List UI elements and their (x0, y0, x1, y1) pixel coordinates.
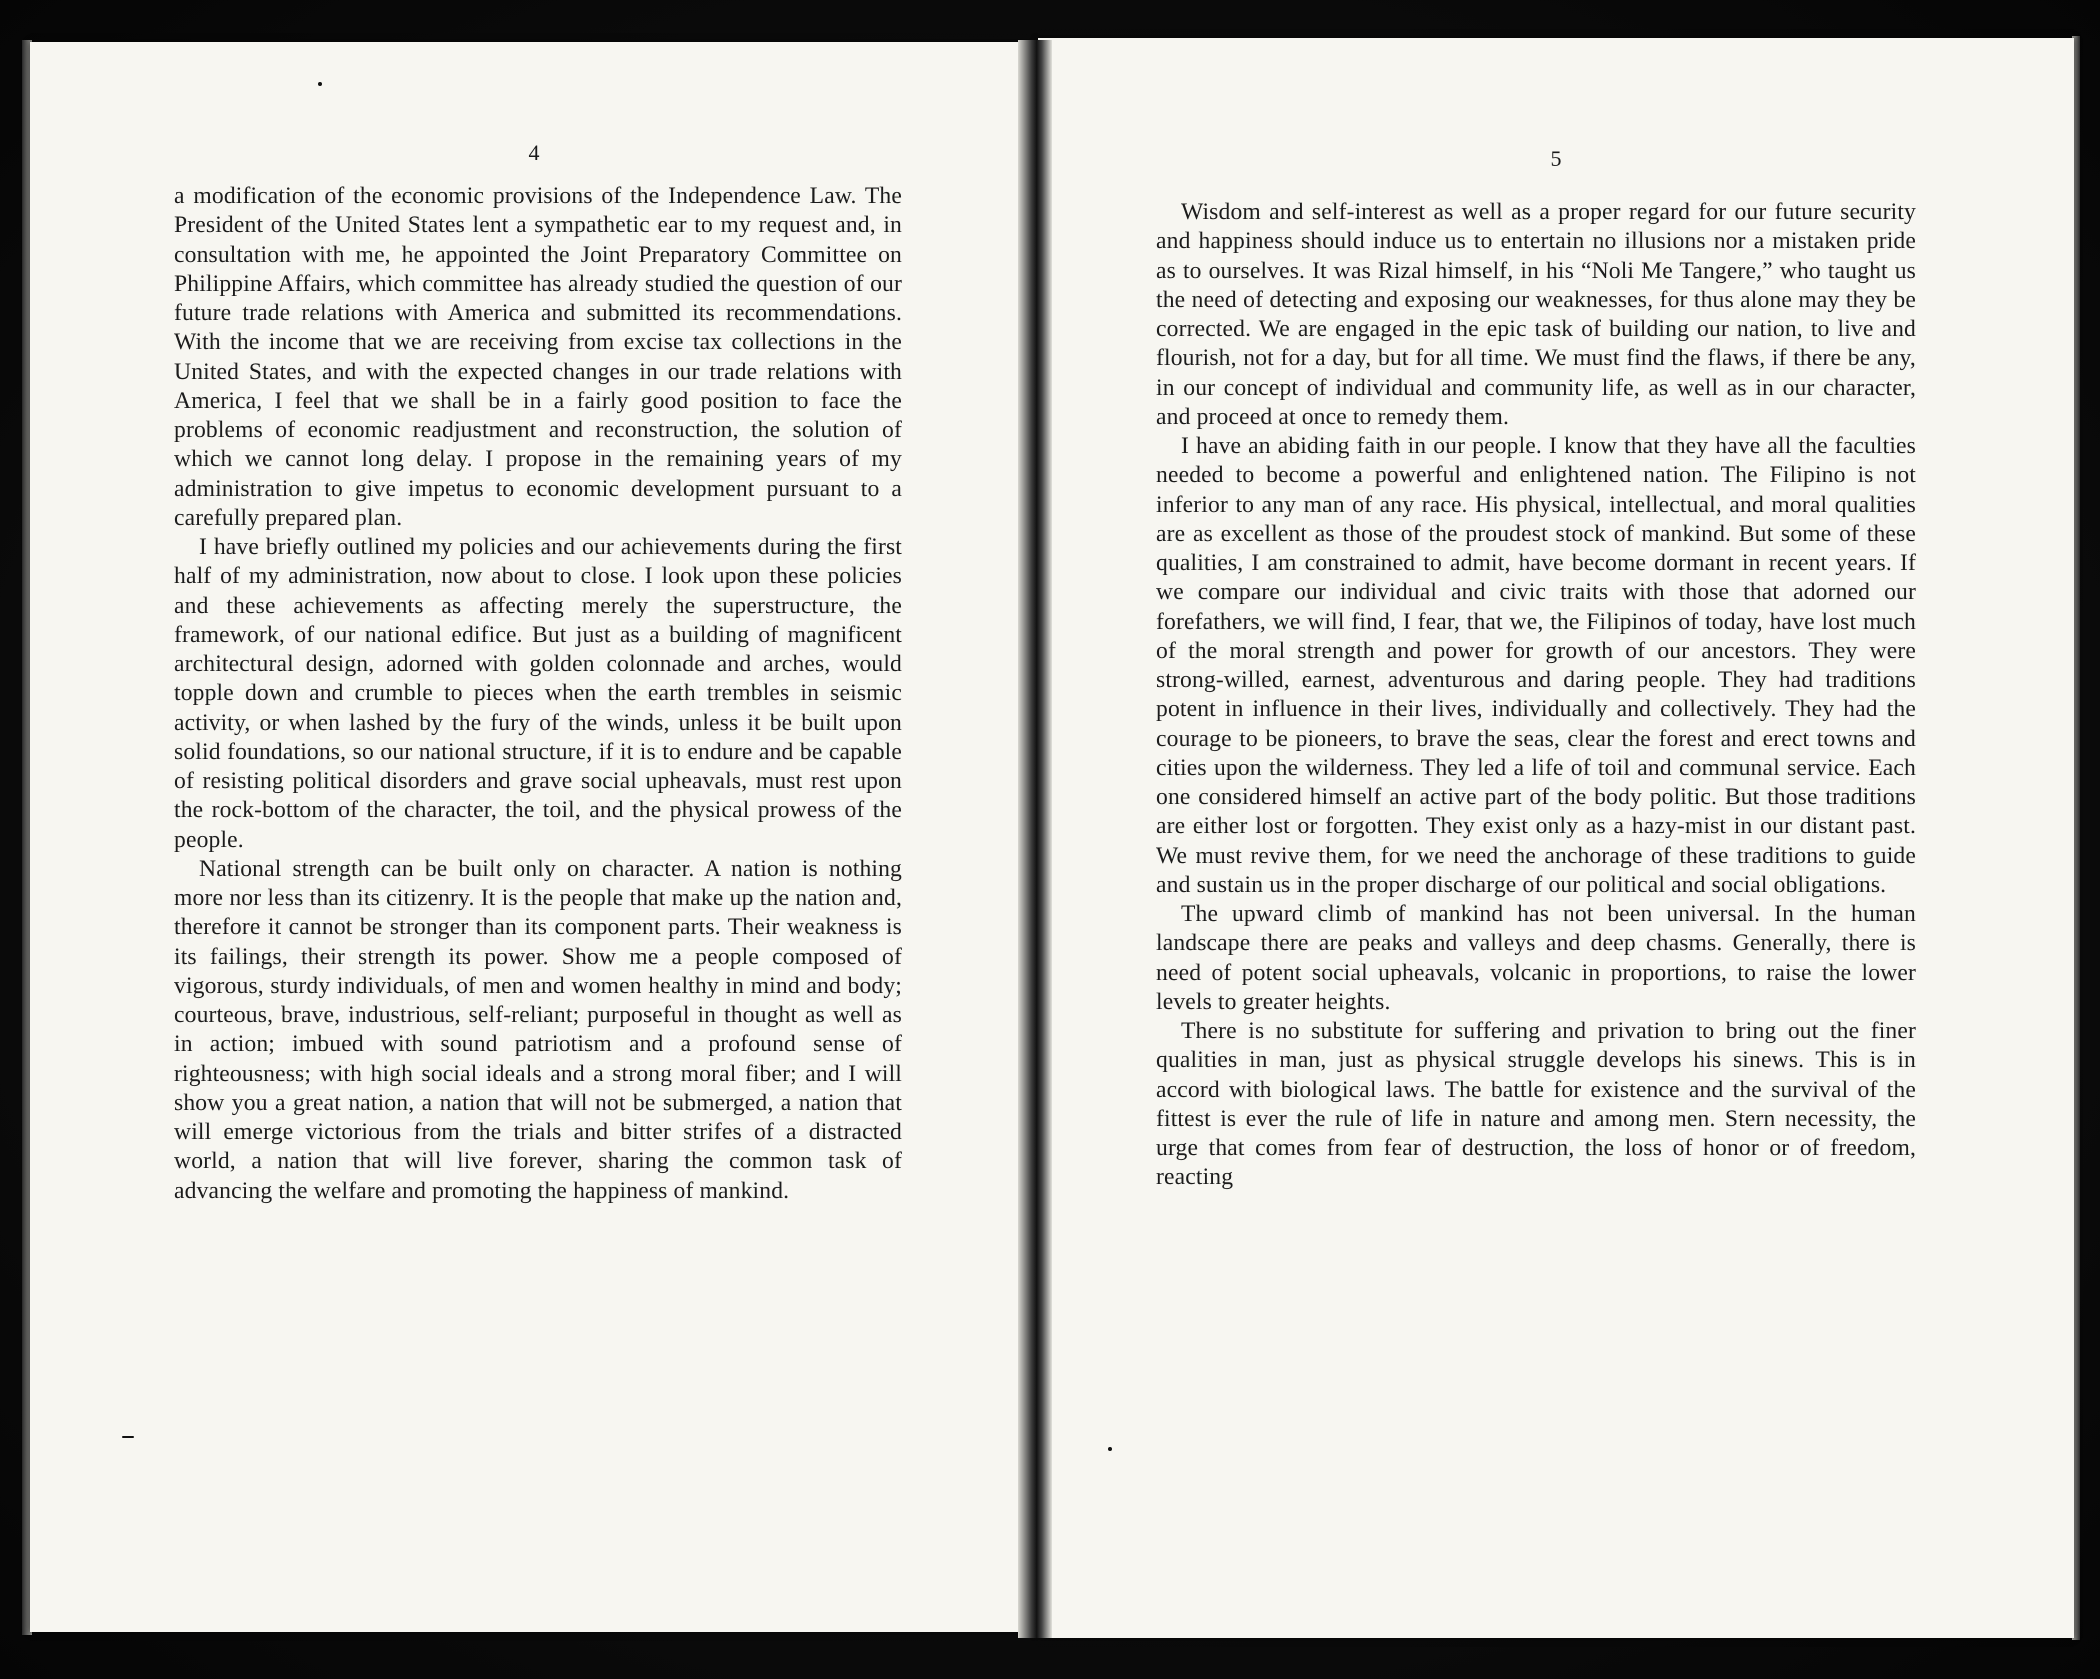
page-body (174, 182, 902, 1206)
paragraph: I have an abiding faith in our people. I know that they have all the faculties needed to become a powerful and enlightened nation. The Filipino is not inferior to any man of any race. His physical, intellectual, and moral qualities are as excellent as those of the proudest stock of mankind. But some of these qualities, I am constrained to admit, have become dormant in recent years. If we compare our individual and civic traits with those that adorned our forefathers, we will find, I fear, that we, the Filipinos of today, have lost much of the moral strength and power for growth of our ancestors. They were strong-willed, earnest, adventurous and daring people. They had traditions potent in influence in their lives, individually and collectively. They had the courage to be pioneers, to brave the seas, clear the forest and erect towns and cities upon the wilderness. They led a life of toil and communal service. Each one considered himself an active part of the body politic. But those traditions are either lost or forgotten. They exist only as a hazy-mist in our distant past. We must revive them, for we need the anchorage of these traditions to guide and sustain us in the proper discharge of our political and social obligations. (1156, 433, 1916, 898)
paragraph: National strength can be built only on character. A nation is nothing more nor less than its citizenry. It is the people that make up the nation and, therefore it cannot be stronger than its component parts. Their weakness is its failings, their strength its power. Show me a people composed of vigorous, sturdy individuals, of men and women healthy in mind and body; courteous, brave, industrious, self-reliant; purposeful in thought as well as in action; imbued with sound patriotism and a profound sense of righteousness; with high social ideals and a strong moral fiber; and I will show you a great nation, a nation that will not be submerged, a nation that will emerge victorious from the trials and bitter strifes of a distracted world, a nation that will live forever, sharing the common task of advancing the welfare and promoting the happiness of mankind. (174, 855, 902, 1204)
ink-speck (318, 82, 322, 86)
page-number: 5 (1550, 146, 1562, 171)
ink-speck (1108, 1447, 1112, 1451)
paragraph: a modification of the economic provisions of the Independence Law. The President of the United States lent a sympathetic ear to my request and, in consultation with me, he appointed the Joint Preparatory Committee on Philippine Affairs, which committee has already studied the question of our future trade relations with America and submitted its recommendations. With the income that we are receiving from excise tax collections in the United States, and with the expected changes in our trade relations with America, I feel that we shall be in a fairly good position to face the problems of economic readjustment and reconstruction, the solution of which we cannot long delay. I propose in the remaining years of my administration to give impetus to economic development pursuant to a carefully prepared plan. (174, 183, 902, 531)
right-page (1038, 38, 2074, 1638)
left-page (30, 42, 1038, 1632)
page-body (1156, 198, 1916, 1193)
book-gutter (1018, 40, 1052, 1638)
paragraph: The upward climb of mankind has not been universal. In the human landscape there are peaks and valleys and deep chasms. Generally, there is need of potent social upheavals, volcanic in proportions, to raise the lower levels to greater heights. (1156, 901, 1916, 1015)
paragraph: I have briefly outlined my policies and our achievements during the first half of my administration, now about to close. I look upon these policies and these achievements as affecting merely the superstructure, the framework, of our national edifice. But just as a building of magnificent architectural design, adorned with golden colonnade and arches, would topple down and crumble to pieces when the earth trembles in seismic activity, or when lashed by the fury of the winds, unless it be built upon solid foundations, so our national structure, if it is to endure and be capable of resisting political disorders and grave social upheavals, must rest upon the rock-bottom of the character, the toil, and the physical prowess of the people. (174, 534, 902, 853)
ink-speck (122, 1436, 134, 1438)
paragraph: There is no substitute for suffering and privation to bring out the finer qualities in man, just as physical struggle develops his sinews. This is in accord with biological laws. The battle for existence and the survival of the fittest is ever the rule of life in nature and among men. Stern necessity, the urge that comes from fear of destruction, the loss of honor or of freedom, reacting (1156, 1018, 1916, 1191)
page-number: 4 (528, 140, 540, 165)
paragraph: Wisdom and self-interest as well as a proper regard for our future security and happiness should induce us to entertain no illusions nor a mistaken pride as to ourselves. It was Rizal himself, in his “Noli Me Tangere,” who taught us the need of detecting and exposing our weaknesses, for thus alone may they be corrected. We are engaged in the epic task of building our nation, to live and flourish, not for a day, but for all time. We must find the flaws, if there be any, in our concept of individual and community life, as well as in our character, and proceed at once to remedy them. (1156, 199, 1916, 430)
